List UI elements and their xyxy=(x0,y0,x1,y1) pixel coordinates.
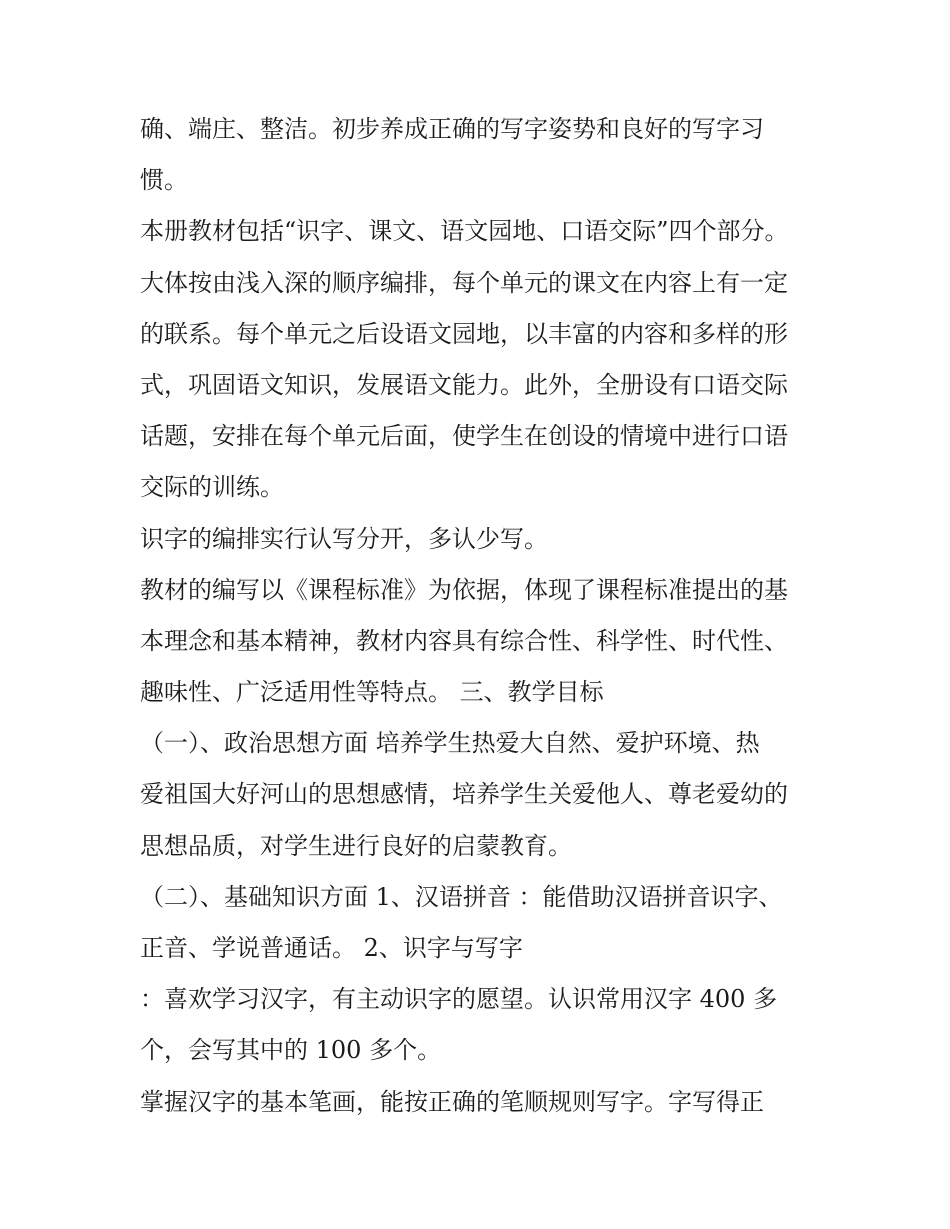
text-line: 识字的编排实行认写分开，多认少写。 xyxy=(140,524,548,553)
text-line: 话题，安排在每个单元后面，使学生在创设的情境中进行口语 xyxy=(140,422,788,451)
text-line: 本理念和基本精神，教材内容具有综合性、科学性、时代性、 xyxy=(140,626,788,655)
text-line: 大体按由浅入深的顺序编排，每个单元的课文在内容上有一定 xyxy=(140,268,788,297)
text-line: 本册教材包括“识字、课文、语文园地、口语交际”四个部分。 xyxy=(140,217,789,246)
text-line: 趣味性、广泛适用性等特点。 三、教学目标 xyxy=(140,678,604,707)
text-line: （一）、政治思想方面 培养学生热爱大自然、爱护环境、热 xyxy=(140,729,760,758)
text-line: 个，会写其中的 100 多个。 xyxy=(140,1036,442,1065)
text-line: 爱祖国大好河山的思想感情，培养学生关爱他人、尊老爱幼的 xyxy=(140,780,788,809)
text-line: 交际的训练。 xyxy=(140,473,284,502)
text-line: 掌握汉字的基本笔画，能按正确的笔顺规则写字。字写得正 xyxy=(140,1087,764,1116)
text-line: 正音、学说普通话。 2、识字与写字 xyxy=(140,934,523,962)
text-line: 的联系。每个单元之后设语文园地，以丰富的内容和多样的形 xyxy=(140,319,788,348)
text-line: 教材的编写以《课程标准》为依据，体现了课程标准提出的基 xyxy=(140,575,788,604)
text-line: 确、端庄、整洁。初步养成正确的写字姿势和良好的写字习 xyxy=(140,115,764,143)
text-line: （二）、基础知识方面 1、汉语拼音 ：能借助汉语拼音识字、 xyxy=(140,882,783,911)
body-text xyxy=(140,104,830,1128)
text-line: 思想品质，对学生进行良好的启蒙教育。 xyxy=(140,831,572,860)
text-line: ：喜欢学习汉字，有主动识字的愿望。认识常用汉字 400 多 xyxy=(140,985,778,1014)
text-line: 式，巩固语文知识，发展语文能力。此外，全册设有口语交际 xyxy=(140,370,788,399)
text-line: 惯。 xyxy=(140,166,188,195)
